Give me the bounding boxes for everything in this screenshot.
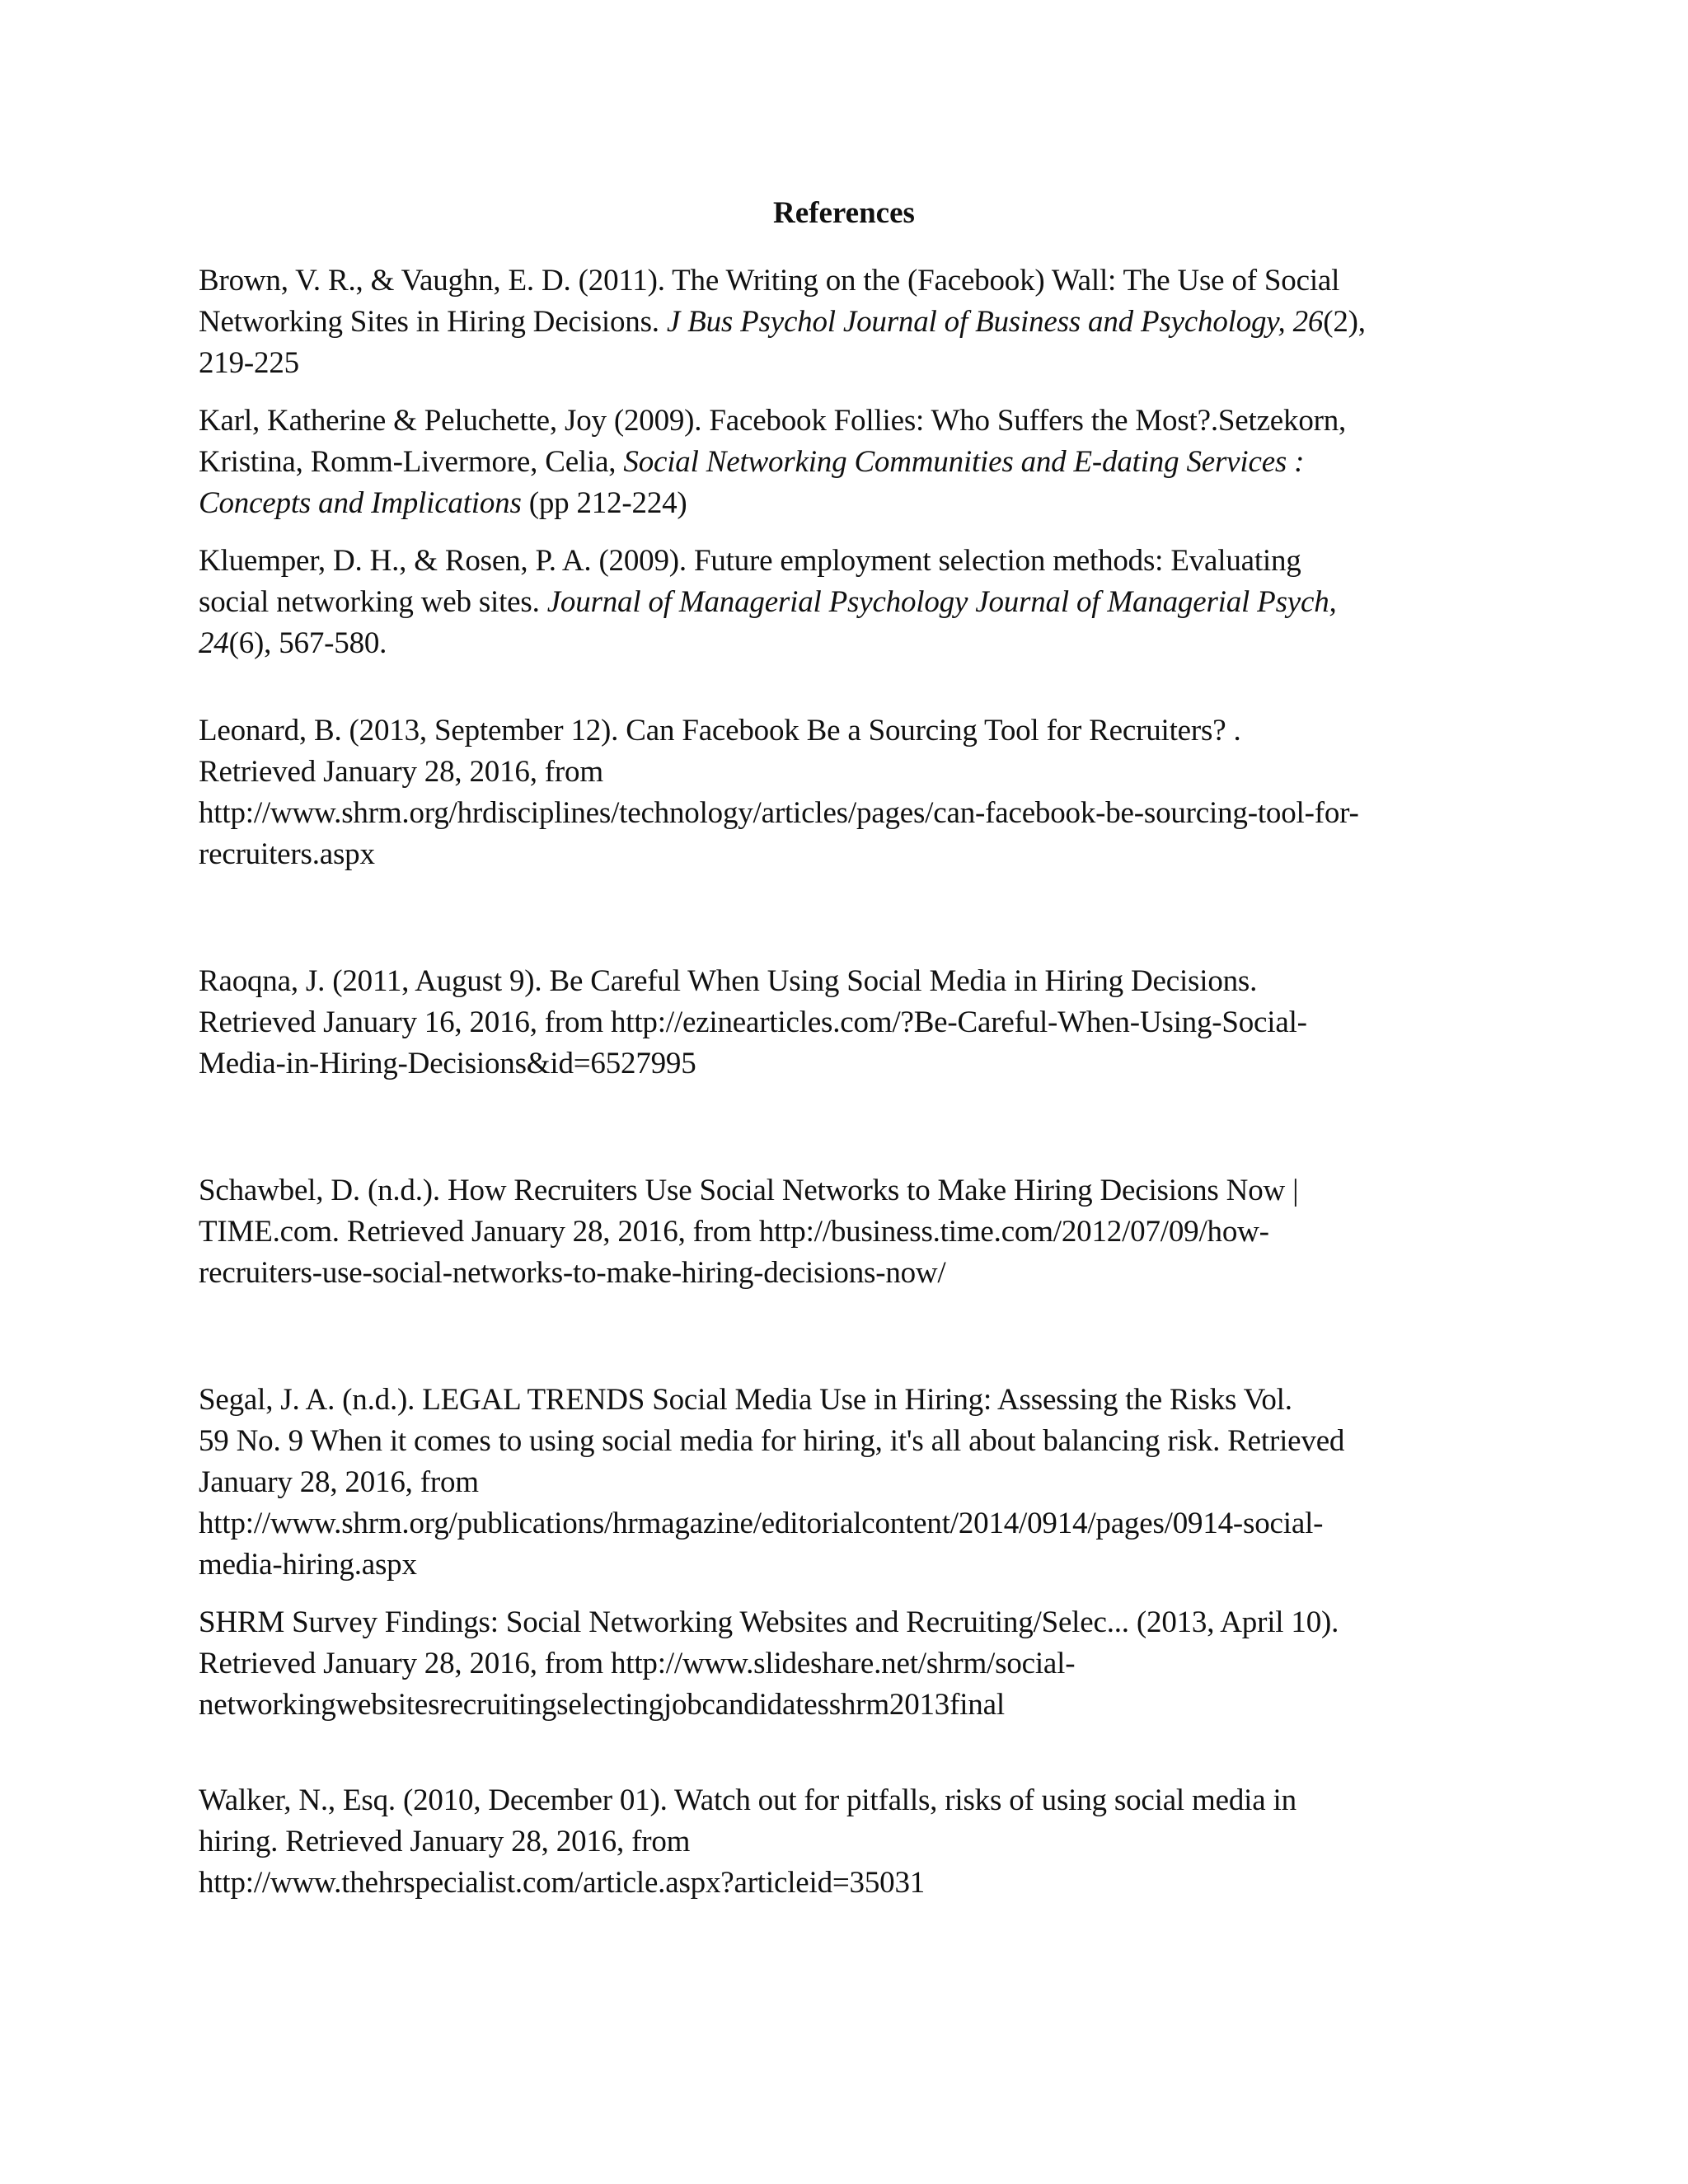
reference-line: Media-in-Hiring-Decisions&id=6527995	[199, 1047, 696, 1080]
reference-line: 219-225	[199, 346, 299, 380]
reference-line: media-hiring.aspx	[199, 1548, 417, 1582]
reference-entry-shrm	[199, 1602, 1501, 1726]
italic-title: 24	[199, 626, 229, 660]
reference-entry-leonard	[199, 710, 1501, 875]
reference-line: Brown, V. R., & Vaughn, E. D. (2011). The Writing on the (Facebook) Wall: The Use of Social	[199, 264, 1340, 298]
reference-line: Karl, Katherine & Peluchette, Joy (2009). Facebook Follies: Who Suffers the Most?.Setzekorn,	[199, 404, 1347, 438]
page-title: References	[773, 196, 915, 230]
reference-line: Raoqna, J. (2011, August 9). Be Careful When Using Social Media in Hiring Decisions.	[199, 964, 1258, 998]
reference-line: Kluemper, D. H., & Rosen, P. A. (2009). Future employment selection methods: Evaluating	[199, 544, 1301, 578]
reference-line: Concepts and Implications (pp 212-224)	[199, 486, 687, 520]
reference-line: SHRM Survey Findings: Social Networking Websites and Recruiting/Selec... (2013, April 10).	[199, 1605, 1339, 1639]
reference-line: hiring. Retrieved January 28, 2016, from	[199, 1825, 691, 1858]
reference-line: networkingwebsitesrecruitingselectingjobcandidatesshrm2013final	[199, 1688, 1005, 1722]
reference-line: http://www.thehrspecialist.com/article.aspx?articleid=35031	[199, 1866, 926, 1900]
reference-line: Retrieved January 16, 2016, from http://ezinearticles.com/?Be-Careful-When-Using-Social-	[199, 1005, 1307, 1039]
reference-line: Kristina, Romm-Livermore, Celia, Social Networking Communities and E-dating Services :	[199, 445, 1305, 479]
reference-line: Retrieved January 28, 2016, from	[199, 755, 603, 789]
italic-title: Concepts and Implications	[199, 486, 522, 520]
reference-line: recruiters.aspx	[199, 837, 375, 871]
reference-line: 59 No. 9 When it comes to using social media for hiring, it's all about balancing risk. Retrieved	[199, 1424, 1345, 1458]
reference-line: Schawbel, D. (n.d.). How Recruiters Use Social Networks to Make Hiring Decisions Now |	[199, 1174, 1299, 1207]
reference-line: Retrieved January 28, 2016, from http://www.slideshare.net/shrm/social-	[199, 1647, 1076, 1680]
reference-entry-walker	[199, 1780, 1501, 1904]
reference-line: Segal, J. A. (n.d.). LEGAL TRENDS Social Media Use in Hiring: Assessing the Risks Vol.	[199, 1383, 1292, 1417]
reference-entry-raoqna	[199, 961, 1501, 1085]
reference-line: http://www.shrm.org/publications/hrmagazine/editorialcontent/2014/0914/pages/0914-social-	[199, 1507, 1324, 1540]
reference-entry-brown	[199, 260, 1501, 384]
reference-line: TIME.com. Retrieved January 28, 2016, from http://business.time.com/2012/07/09/how-	[199, 1215, 1269, 1249]
reference-line: Networking Sites in Hiring Decisions. J Bus Psychol Journal of Business and Psychology, 26(2),	[199, 305, 1366, 339]
reference-entry-schawbel	[199, 1170, 1501, 1294]
reference-line: social networking web sites. Journal of Managerial Psychology Journal of Managerial Psych,	[199, 585, 1337, 619]
reference-entry-segal	[199, 1380, 1501, 1586]
reference-entry-karl	[199, 401, 1501, 524]
reference-line: Walker, N., Esq. (2010, December 01). Watch out for pitfalls, risks of using social media in	[199, 1783, 1296, 1817]
reference-line: recruiters-use-social-networks-to-make-hiring-decisions-now/	[199, 1256, 946, 1290]
italic-title: J Bus Psychol Journal of Business and Psychology, 26	[666, 305, 1324, 339]
italic-title: Social Networking Communities and E-dating Services :	[623, 445, 1305, 479]
reference-entry-kluemper	[199, 541, 1501, 664]
italic-title: Journal of Managerial Psychology Journal of Managerial Psych,	[546, 585, 1337, 619]
reference-line: 24(6), 567-580.	[199, 626, 387, 660]
reference-line: Leonard, B. (2013, September 12). Can Facebook Be a Sourcing Tool for Recruiters? .	[199, 714, 1241, 748]
reference-line: January 28, 2016, from	[199, 1465, 479, 1499]
reference-line: http://www.shrm.org/hrdisciplines/technology/articles/pages/can-facebook-be-sourcing-tool-for-	[199, 796, 1359, 830]
